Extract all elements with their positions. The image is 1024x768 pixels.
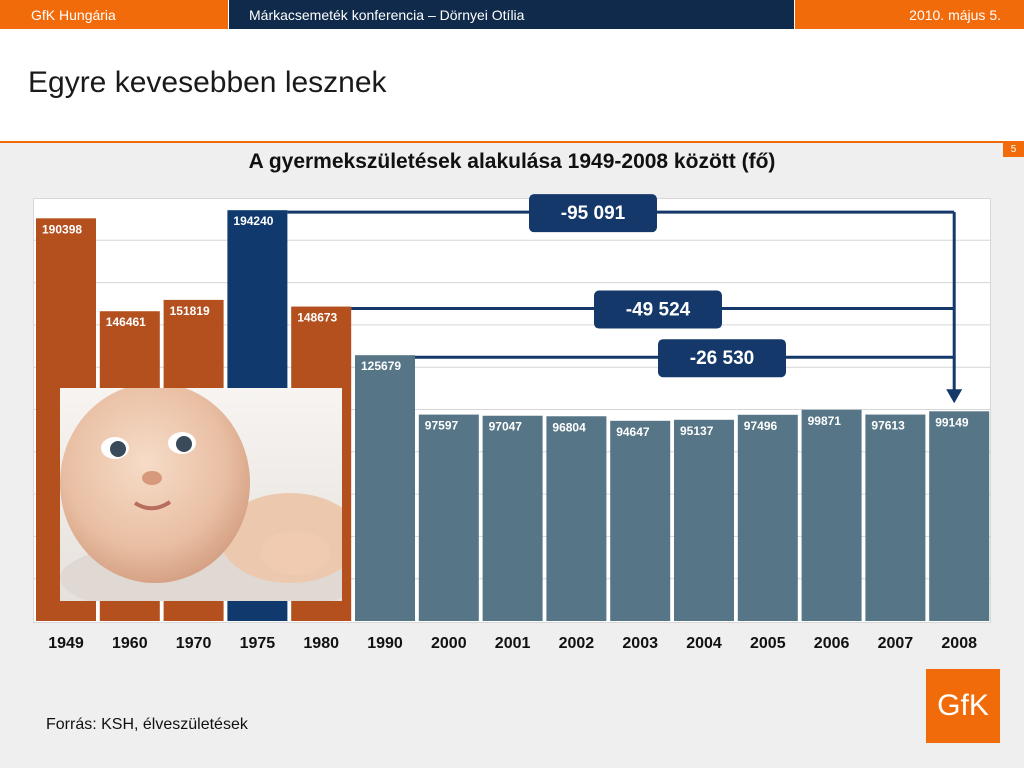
data-label-1980: 148673	[297, 310, 338, 325]
bar-2003	[610, 421, 670, 621]
data-label-2001: 97047	[488, 419, 522, 434]
data-label-1975: 194240	[233, 214, 274, 229]
bar-1990	[355, 355, 415, 621]
company-name: GfK Hungária	[0, 0, 228, 29]
callout-label-3: -26 530	[689, 348, 755, 370]
bar-2000	[419, 415, 479, 621]
callout-label-2: -49 524	[625, 299, 691, 321]
x-tick-1960: 1960	[112, 635, 148, 652]
chart-title: A gyermekszületések alakulása 1949-2008 között (fő)	[248, 150, 776, 173]
presentation-date: 2010. május 5.	[795, 0, 1024, 29]
x-tick-1970: 1970	[175, 635, 212, 652]
gfk-logo: GfK	[926, 669, 1000, 743]
data-label-2008: 99149	[935, 415, 969, 430]
x-tick-2003: 2003	[622, 635, 658, 652]
bar-2008	[929, 411, 989, 621]
x-tick-2006: 2006	[813, 635, 850, 652]
data-label-2005: 97496	[743, 418, 778, 433]
conference-name: Márkacsemeték konferencia – Dörnyei Otília	[229, 0, 794, 29]
bar-2006	[802, 410, 862, 621]
x-tick-1949: 1949	[48, 635, 84, 652]
data-label-2007: 97613	[871, 418, 905, 433]
callout-label-1: -95 091	[560, 203, 626, 225]
data-label-1970: 151819	[169, 303, 210, 318]
data-label-1949: 190398	[42, 222, 83, 237]
x-tick-2004: 2004	[686, 635, 722, 652]
data-label-1960: 146461	[105, 315, 146, 330]
x-tick-2002: 2002	[558, 635, 595, 652]
x-tick-1990: 1990	[367, 635, 403, 652]
data-label-2003: 94647	[616, 424, 650, 439]
x-tick-2000: 2000	[431, 635, 467, 652]
data-label-2002: 96804	[552, 420, 586, 435]
arrow-head	[946, 389, 962, 403]
x-tick-1975: 1975	[239, 635, 276, 652]
page-number: 5	[1003, 143, 1024, 157]
source-note: Forrás: KSH, élveszületések	[46, 716, 248, 733]
data-label-1990: 125679	[361, 359, 402, 374]
x-tick-2001: 2001	[494, 635, 531, 652]
data-label-2004: 95137	[680, 423, 714, 438]
page-title: Egyre kevesebben lesznek	[28, 66, 387, 99]
bar-2002	[546, 416, 606, 621]
data-label-2000: 97597	[424, 418, 459, 433]
bar-2001	[483, 416, 543, 621]
x-tick-1980: 1980	[303, 635, 339, 652]
x-tick-2005: 2005	[750, 635, 786, 652]
x-tick-2008: 2008	[941, 635, 977, 652]
bar-2005	[738, 415, 798, 621]
x-tick-2007: 2007	[877, 635, 914, 652]
bar-2007	[865, 415, 925, 621]
baby-photo	[60, 388, 342, 601]
bar-2004	[674, 420, 734, 621]
data-label-2006: 99871	[807, 413, 841, 428]
